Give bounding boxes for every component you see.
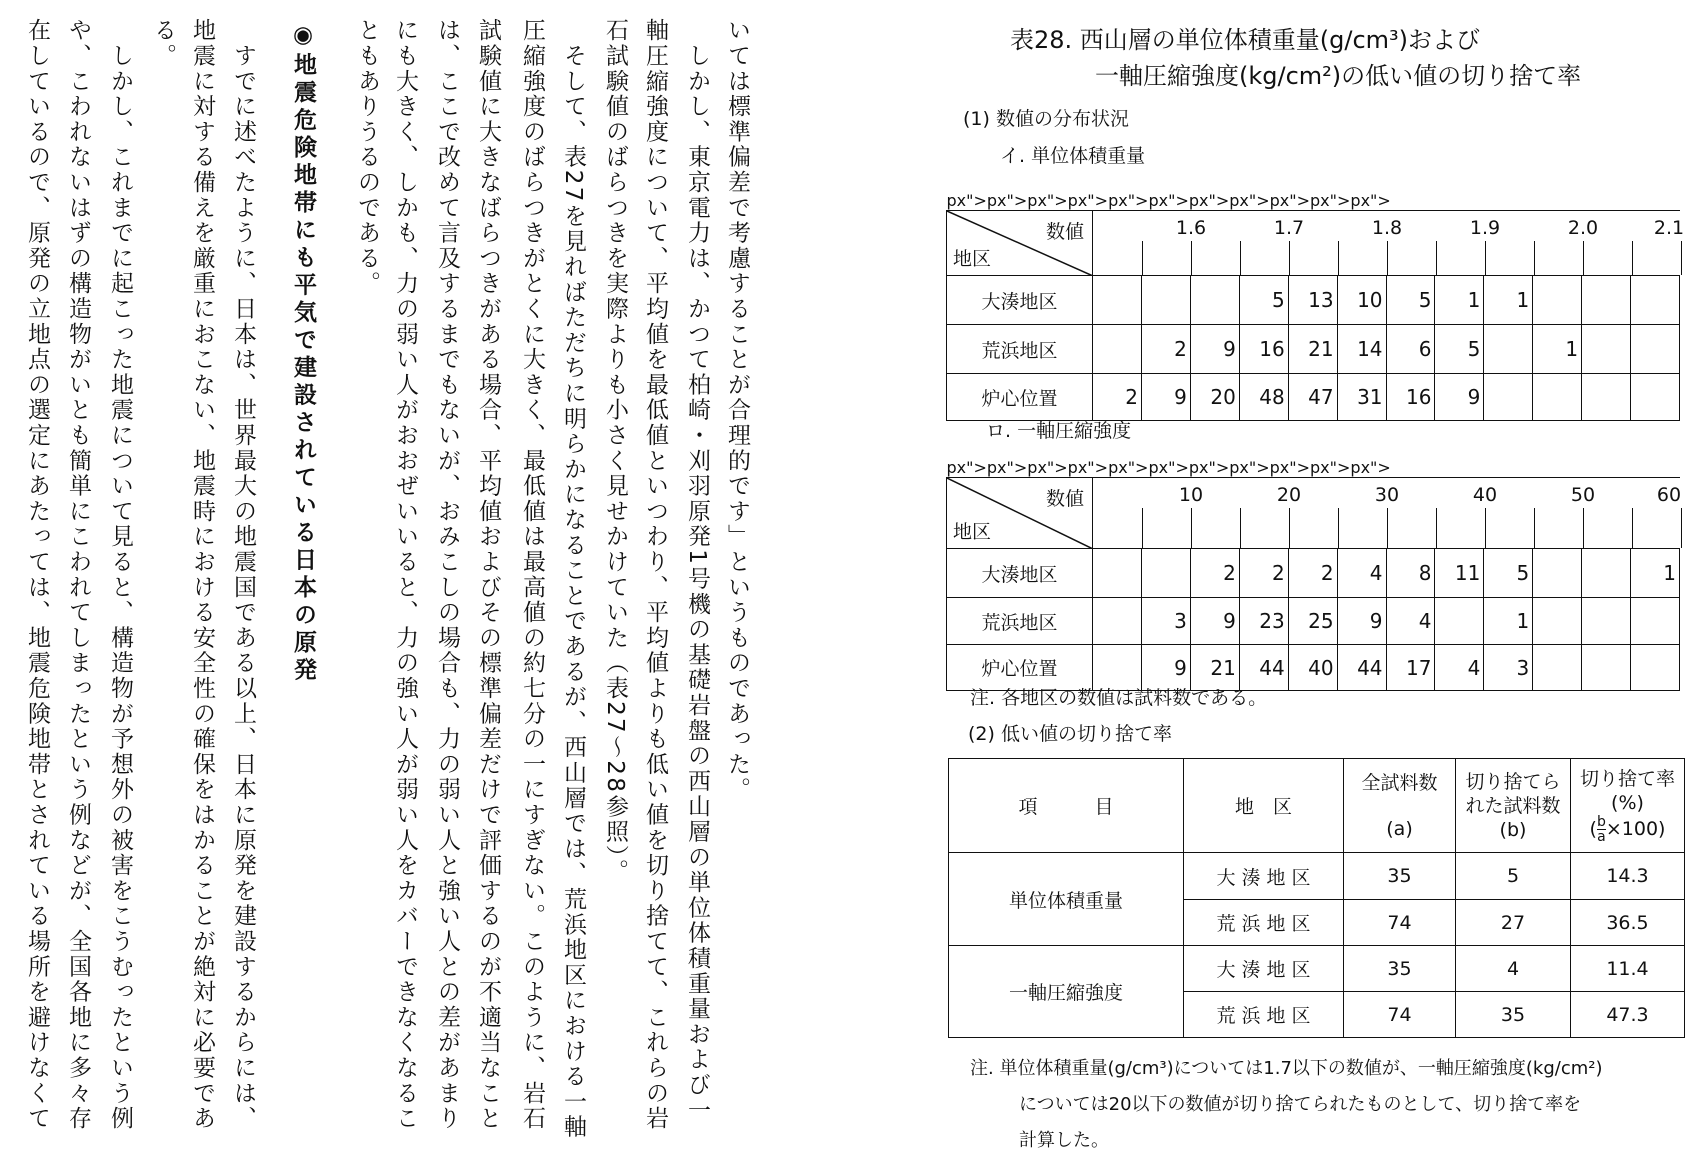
header-district: 地 区 bbox=[1184, 759, 1344, 853]
formula-fraction bbox=[1597, 815, 1606, 844]
scale-header bbox=[1093, 478, 1680, 549]
cut-samples-cell: 27 bbox=[1456, 900, 1571, 946]
count-cell: 2 bbox=[1190, 549, 1239, 598]
item-label: 一軸圧縮強度 bbox=[949, 946, 1184, 1038]
text-column: 地震に対する備えを厳重におこない、地震時における安全性の確保をはかることが絶対に必要であ bbox=[189, 18, 215, 1132]
count-cell: 4 bbox=[1386, 598, 1435, 645]
count-cell: 48 bbox=[1239, 374, 1288, 421]
tick-line bbox=[1338, 241, 1339, 275]
count-cell bbox=[1093, 325, 1142, 374]
total-samples-cell: 35 bbox=[1344, 853, 1456, 900]
count-cell: 40 bbox=[1288, 645, 1337, 691]
tick-line bbox=[1485, 508, 1486, 548]
header-cutoff-rate bbox=[1571, 759, 1685, 853]
text-column: しかし、これまでに起こった地震について見ると、構造物が予想外の被害をこうむったという例 bbox=[107, 18, 133, 1132]
unit-weight-distribution-table: px">px">px">px">px">px">px">px">px">px">px"> 数値 地区 1.6 1.7 1.8 1.9 2.0 2.1 大湊地区 5 13 10 5 1 1 荒浜地区 2 9 16 21 14 6 5 1 炉心位置 2 9 20 48 47 31 16 9 bbox=[946, 191, 1680, 421]
count-cell: 8 bbox=[1386, 549, 1435, 598]
tick-label: 30 bbox=[1374, 484, 1400, 506]
count-cell bbox=[1093, 598, 1142, 645]
header-rate-label: 切り捨て率 bbox=[1579, 768, 1675, 790]
count-cell: 3 bbox=[1142, 598, 1191, 645]
count-cell: 9 bbox=[1142, 645, 1191, 691]
note-cutoff-line2: については20以下の数値が切り捨てられたものとして、切り捨て率を bbox=[1019, 1094, 1582, 1115]
count-cell bbox=[1631, 374, 1680, 421]
tick-line bbox=[1289, 241, 1290, 275]
compressive-strength-distribution-table: px">px">px">px">px">px">px">px">px">px">px"> 数値 地区 10 20 30 40 50 60 大湊地区 2 2 2 4 8 11 5 1 荒浜地区 3 9 23 25 9 4 1 炉心位置 9 21 44 40 44 17 4 3 bbox=[946, 458, 1680, 691]
text-column: ともありうるのである。 bbox=[354, 18, 380, 297]
text-column: そして、表27を見ればただちに明らかになることであるが、西山層では、荒浜地区における一軸 bbox=[560, 18, 586, 1140]
header-row bbox=[947, 478, 1680, 549]
count-cell bbox=[1093, 276, 1142, 325]
count-cell bbox=[1582, 325, 1631, 374]
count-cell: 9 bbox=[1435, 374, 1484, 421]
tick-line bbox=[1240, 241, 1241, 275]
count-cell: 1 bbox=[1435, 276, 1484, 325]
district-label: 炉心位置 bbox=[947, 645, 1093, 691]
table-row bbox=[947, 598, 1680, 645]
table-title-line1: 表28. 西山層の単位体積重量(g/cm³)および bbox=[1010, 26, 1481, 54]
count-cell: 47 bbox=[1288, 374, 1337, 421]
count-cell: 44 bbox=[1337, 645, 1386, 691]
count-cell: 5 bbox=[1386, 276, 1435, 325]
table-row bbox=[947, 276, 1680, 325]
count-cell bbox=[1533, 549, 1582, 598]
cutoff-rate-cell: 47.3 bbox=[1571, 992, 1685, 1038]
total-samples-cell: 74 bbox=[1344, 900, 1456, 946]
text-column: や、こわれないはずの構造物がいとも簡単にこわれてしまったという例などが、全国各地に多々存 bbox=[65, 18, 91, 1132]
corner-district-label: 地区 bbox=[953, 248, 992, 270]
tick-label: 1.9 bbox=[1469, 217, 1501, 239]
count-cell: 5 bbox=[1239, 276, 1288, 325]
count-cell bbox=[1582, 276, 1631, 325]
count-cell: 1 bbox=[1484, 276, 1533, 325]
header-cut-label-2: れた試料数 bbox=[1465, 794, 1561, 817]
count-cell bbox=[1484, 325, 1533, 374]
tick-label: 2.0 bbox=[1567, 217, 1599, 239]
count-cell: 3 bbox=[1484, 645, 1533, 691]
count-cell bbox=[1631, 325, 1680, 374]
tick-line bbox=[1681, 508, 1682, 548]
header-total-symbol: (a) bbox=[1386, 817, 1413, 840]
tick-line bbox=[1583, 241, 1584, 275]
tick-line bbox=[1436, 508, 1437, 548]
tick-line bbox=[1436, 241, 1437, 275]
cutoff-rate-cell: 36.5 bbox=[1571, 900, 1685, 946]
count-cell bbox=[1582, 598, 1631, 645]
count-cell: 21 bbox=[1190, 645, 1239, 691]
tick-label: 40 bbox=[1472, 484, 1498, 506]
header-row bbox=[947, 211, 1680, 276]
tick-line bbox=[1191, 241, 1192, 275]
formula-denominator: a bbox=[1597, 829, 1606, 845]
district-cell: 荒 浜 地 区 bbox=[1184, 900, 1344, 946]
count-cell: 9 bbox=[1190, 598, 1239, 645]
total-samples-cell: 35 bbox=[1344, 946, 1456, 992]
count-cell: 1 bbox=[1484, 598, 1533, 645]
table-row bbox=[949, 853, 1685, 900]
count-cell: 9 bbox=[1190, 325, 1239, 374]
header-rate-formula bbox=[1571, 815, 1684, 844]
count-cell bbox=[1190, 276, 1239, 325]
corner-value-label: 数値 bbox=[1045, 488, 1084, 510]
count-cell bbox=[1631, 276, 1680, 325]
count-cell: 20 bbox=[1190, 374, 1239, 421]
count-cell bbox=[1142, 276, 1191, 325]
corner-header bbox=[947, 211, 1093, 276]
tick-line bbox=[1387, 508, 1388, 548]
count-cell: 4 bbox=[1435, 645, 1484, 691]
text-column: は、ここで改めて言及するまでもないが、おみこしの場合も、力の弱い人と強い人との差があまり bbox=[434, 18, 460, 1132]
count-cell bbox=[1582, 645, 1631, 691]
tick-line bbox=[1534, 508, 1535, 548]
count-cell bbox=[1533, 374, 1582, 421]
corner-value-label: 数値 bbox=[1045, 221, 1084, 243]
tick-line bbox=[1485, 241, 1486, 275]
district-cell: 大 湊 地 区 bbox=[1184, 853, 1344, 900]
count-cell: 2 bbox=[1288, 549, 1337, 598]
count-cell bbox=[1435, 598, 1484, 645]
tick-label: 50 bbox=[1570, 484, 1596, 506]
text-column: 在しているので、原発の立地点の選定にあたっては、地震危険地帯とされている場所を避けなくて bbox=[24, 18, 50, 1132]
count-cell bbox=[1631, 598, 1680, 645]
tick-label: 1.7 bbox=[1273, 217, 1305, 239]
count-cell: 31 bbox=[1337, 374, 1386, 421]
tick-label: 2.1 bbox=[1653, 217, 1685, 239]
cutoff-rate-cell: 11.4 bbox=[1571, 946, 1685, 992]
section-heading-distribution: (1) 数値の分布状況 bbox=[963, 108, 1129, 130]
formula-open: ( bbox=[1589, 818, 1597, 840]
table-title-line2: 一軸圧縮強度(kg/cm²)の低い値の切り捨て率 bbox=[1095, 62, 1582, 90]
header-cut-label-1: 切り捨てら bbox=[1465, 770, 1561, 793]
count-cell bbox=[1533, 276, 1582, 325]
count-cell: 2 bbox=[1093, 374, 1142, 421]
corner-header bbox=[947, 478, 1093, 549]
tick-label: 10 bbox=[1178, 484, 1204, 506]
district-label: 荒浜地区 bbox=[947, 598, 1093, 645]
tick-line bbox=[1191, 508, 1192, 548]
tick-line bbox=[1240, 508, 1241, 548]
district-cell: 大 湊 地 区 bbox=[1184, 946, 1344, 992]
count-cell: 11 bbox=[1435, 549, 1484, 598]
count-cell: 16 bbox=[1386, 374, 1435, 421]
table-row bbox=[947, 374, 1680, 421]
text-column: いては標準偏差で考慮することが合理的です」というものであった。 bbox=[724, 18, 750, 803]
text-column: 試験値に大きなばらつきがある場合、平均値およびその標準偏差だけで評価するのが不適当なこと bbox=[475, 18, 501, 1132]
scale-header bbox=[1093, 211, 1685, 276]
text-column: 軸圧縮強度について、平均値を最低値といつわり、平均値よりも低い値を切り捨てて、これらの岩 bbox=[642, 18, 668, 1132]
formula-multiplier: ×100) bbox=[1605, 818, 1666, 840]
subheading-compressive-strength: ロ. 一軸圧縮強度 bbox=[986, 420, 1132, 442]
count-cell bbox=[1582, 374, 1631, 421]
text-column: すでに述べたように、日本は、世界最大の地震国である以上、日本に原発を建設するからには、 bbox=[230, 18, 256, 1132]
district-label: 大湊地区 bbox=[947, 276, 1093, 325]
tick-label: 1.6 bbox=[1175, 217, 1207, 239]
note-cutoff-line1: 注. 単位体積重量(g/cm³)については1.7以下の数値が、一軸圧縮強度(kg/cm²) bbox=[970, 1058, 1603, 1079]
count-cell: 9 bbox=[1337, 598, 1386, 645]
tick-line bbox=[1534, 241, 1535, 275]
header-cut-samples bbox=[1456, 759, 1571, 853]
cutoff-rate-table bbox=[948, 758, 1685, 1038]
header-rate-unit: (%) bbox=[1611, 792, 1644, 814]
count-cell: 21 bbox=[1288, 325, 1337, 374]
count-cell: 1 bbox=[1631, 549, 1680, 598]
tick-label: 1.8 bbox=[1371, 217, 1403, 239]
header-total-label: 全試料数 bbox=[1361, 771, 1438, 794]
count-cell: 1 bbox=[1533, 325, 1582, 374]
count-cell bbox=[1533, 598, 1582, 645]
text-column: しかし、東京電力は、かつて柏崎・刈羽原発1号機の基礎岩盤の西山層の単位体積重量および一 bbox=[684, 18, 710, 1123]
tick-line bbox=[1289, 508, 1290, 548]
count-cell: 2 bbox=[1239, 549, 1288, 598]
note-sample-counts: 注. 各地区の数値は試料数である。 bbox=[970, 687, 1268, 709]
tick-line bbox=[1142, 241, 1143, 275]
count-cell: 25 bbox=[1288, 598, 1337, 645]
tick-line bbox=[1142, 508, 1143, 548]
count-cell: 4 bbox=[1337, 549, 1386, 598]
header-row bbox=[949, 759, 1685, 853]
tick-line bbox=[1387, 241, 1388, 275]
count-cell bbox=[1093, 549, 1142, 598]
count-cell bbox=[1142, 549, 1191, 598]
header-total-samples bbox=[1344, 759, 1456, 853]
text-column: 圧縮強度のばらつきがとくに大きく、最低値は最高値の約七分の一にすぎない。このように、岩石 bbox=[519, 18, 545, 1132]
formula-numerator: b bbox=[1596, 814, 1606, 830]
district-cell: 荒 浜 地 区 bbox=[1184, 992, 1344, 1038]
total-samples-cell: 74 bbox=[1344, 992, 1456, 1038]
note-cutoff-line3: 計算した。 bbox=[1019, 1130, 1109, 1151]
district-label: 荒浜地区 bbox=[947, 325, 1093, 374]
count-cell: 2 bbox=[1142, 325, 1191, 374]
cut-samples-cell: 35 bbox=[1456, 992, 1571, 1038]
tick-line bbox=[1632, 508, 1633, 548]
tick-line bbox=[1583, 508, 1584, 548]
cut-samples-cell: 4 bbox=[1456, 946, 1571, 992]
tick-label: 20 bbox=[1276, 484, 1302, 506]
count-cell bbox=[1484, 374, 1533, 421]
item-label: 単位体積重量 bbox=[949, 853, 1184, 946]
count-cell: 13 bbox=[1288, 276, 1337, 325]
district-label: 大湊地区 bbox=[947, 549, 1093, 598]
text-column: 石試験値のばらつきを実際よりも小さく見せかけていた（表27～28参照）。 bbox=[602, 18, 628, 884]
text-column: にも大きく、しかも、力の弱い人がおおぜいいると、力の強い人が弱い人をカバーできなくなるこ bbox=[392, 18, 418, 1132]
count-cell: 10 bbox=[1337, 276, 1386, 325]
count-cell bbox=[1582, 549, 1631, 598]
header-item: 項 目 bbox=[949, 759, 1184, 853]
corner-district-label: 地区 bbox=[953, 521, 992, 543]
count-cell: 14 bbox=[1337, 325, 1386, 374]
count-cell: 44 bbox=[1239, 645, 1288, 691]
count-cell: 5 bbox=[1484, 549, 1533, 598]
header-cut-symbol: (b) bbox=[1499, 818, 1527, 841]
tick-label: 60 bbox=[1656, 484, 1682, 506]
count-cell: 23 bbox=[1239, 598, 1288, 645]
count-cell: 5 bbox=[1435, 325, 1484, 374]
cut-samples-cell: 5 bbox=[1456, 853, 1571, 900]
tick-line bbox=[1338, 508, 1339, 548]
tick-line bbox=[1632, 241, 1633, 275]
table-row bbox=[947, 325, 1680, 374]
section-heading: ◉地震危険地帯にも平気で建設されている日本の原発 bbox=[290, 22, 316, 685]
subheading-unit-weight: イ. 単位体積重量 bbox=[1000, 145, 1146, 167]
text-column: る。 bbox=[150, 18, 176, 69]
count-cell: 16 bbox=[1239, 325, 1288, 374]
cutoff-rate-cell: 14.3 bbox=[1571, 853, 1685, 900]
tick-line bbox=[1681, 241, 1682, 275]
count-cell: 6 bbox=[1386, 325, 1435, 374]
count-cell bbox=[1631, 645, 1680, 691]
count-cell: 9 bbox=[1142, 374, 1191, 421]
table-row bbox=[947, 549, 1680, 598]
section-heading-cutoff-rate: (2) 低い値の切り捨て率 bbox=[968, 723, 1172, 745]
district-label: 炉心位置 bbox=[947, 374, 1093, 421]
count-cell: 17 bbox=[1386, 645, 1435, 691]
table-row bbox=[949, 946, 1685, 992]
